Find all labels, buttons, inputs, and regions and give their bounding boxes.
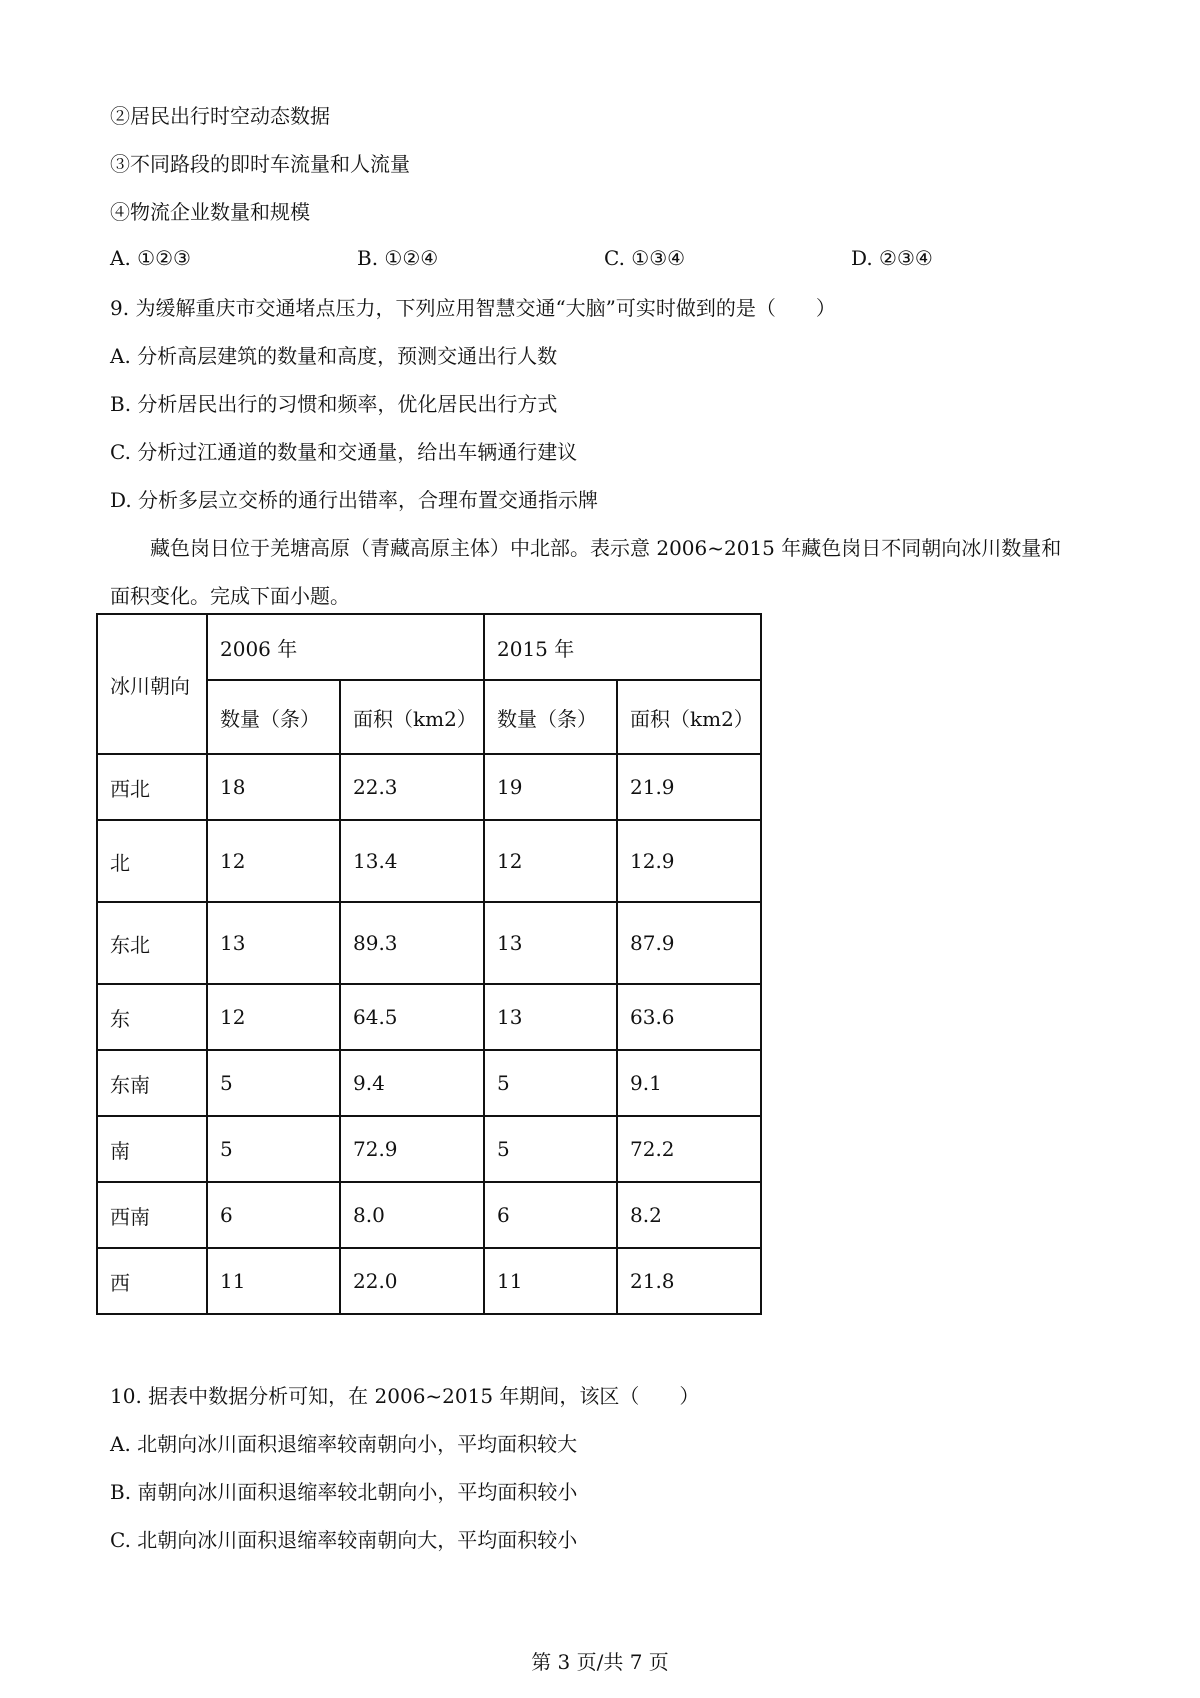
cell-direction: 东 [97,984,207,1050]
subheader-area-2006: 面积（km2） [340,680,484,754]
q9-stem: 9. 为缓解重庆市交通堵点压力，下列应用智慧交通“大脑”可实时做到的是（ ） [110,296,836,320]
cell-direction: 西北 [97,754,207,820]
cell-count-2015: 19 [484,754,617,820]
cell-area-2006: 13.4 [340,820,484,902]
cell-area-2015: 8.2 [617,1182,761,1248]
cell-count-2015: 13 [484,902,617,984]
cell-direction: 西 [97,1248,207,1314]
cell-area-2015: 9.1 [617,1050,761,1116]
cell-area-2015: 21.9 [617,754,761,820]
cell-area-2006: 72.9 [340,1116,484,1182]
cell-area-2006: 89.3 [340,902,484,984]
cell-direction: 北 [97,820,207,902]
intro-line-1: 藏色岗日位于羌塘高原（青藏高原主体）中北部。表示意 2006~2015 年藏色岗日不同朝向冰川数量和 [150,536,1062,560]
header-direction: 冰川朝向 [97,614,207,754]
q8-item-2: ②居民出行时空动态数据 [110,104,330,128]
cell-count-2006: 5 [207,1050,340,1116]
cell-count-2015: 11 [484,1248,617,1314]
cell-direction: 东北 [97,902,207,984]
cell-count-2015: 5 [484,1116,617,1182]
page-footer: 第 3 页/共 7 页 [531,1650,669,1674]
cell-area-2015: 12.9 [617,820,761,902]
cell-area-2015: 87.9 [617,902,761,984]
cell-count-2006: 12 [207,984,340,1050]
cell-area-2015: 72.2 [617,1116,761,1182]
q9-option-c: C. 分析过江通道的数量和交通量，给出车辆通行建议 [110,440,578,464]
header-year-2015: 2015 年 [484,614,761,680]
cell-area-2006: 22.0 [340,1248,484,1314]
intro-line-2: 面积变化。完成下面小题。 [110,584,350,608]
q8-option-a: A. ①②③ [110,246,191,270]
cell-area-2006: 9.4 [340,1050,484,1116]
cell-count-2006: 18 [207,754,340,820]
cell-area-2006: 22.3 [340,754,484,820]
cell-count-2015: 13 [484,984,617,1050]
q9-option-d: D. 分析多层立交桥的通行出错率，合理布置交通指示牌 [110,488,599,512]
q8-option-d: D. ②③④ [851,246,933,270]
cell-count-2006: 12 [207,820,340,902]
cell-count-2006: 5 [207,1116,340,1182]
q8-option-b: B. ①②④ [357,246,439,270]
cell-count-2006: 13 [207,902,340,984]
q8-options [110,246,1110,274]
q8-item-3: ③不同路段的即时车流量和人流量 [110,152,410,176]
cell-count-2015: 6 [484,1182,617,1248]
cell-area-2015: 21.8 [617,1248,761,1314]
cell-count-2015: 12 [484,820,617,902]
q10-option-c: C. 北朝向冰川面积退缩率较南朝向大，平均面积较小 [110,1528,578,1552]
subheader-area-2015: 面积（km2） [617,680,761,754]
table-row [97,1116,761,1182]
cell-count-2015: 5 [484,1050,617,1116]
glacier-table [96,613,762,1315]
header-year-2006: 2006 年 [207,614,484,680]
cell-area-2006: 64.5 [340,984,484,1050]
cell-direction: 西南 [97,1182,207,1248]
table-row [97,1248,761,1314]
cell-area-2015: 63.6 [617,984,761,1050]
q10-stem: 10. 据表中数据分析可知，在 2006~2015 年期间，该区（ ） [110,1384,700,1408]
table-row [97,820,761,902]
cell-count-2006: 6 [207,1182,340,1248]
cell-direction: 南 [97,1116,207,1182]
q9-option-b: B. 分析居民出行的习惯和频率，优化居民出行方式 [110,392,558,416]
cell-count-2006: 11 [207,1248,340,1314]
table-row [97,1182,761,1248]
q8-item-4: ④物流企业数量和规模 [110,200,310,224]
cell-area-2006: 8.0 [340,1182,484,1248]
q8-option-c: C. ①③④ [604,246,686,270]
table-row [97,754,761,820]
subheader-count-2006: 数量（条） [207,680,340,754]
q10-option-b: B. 南朝向冰川面积退缩率较北朝向小，平均面积较小 [110,1480,578,1504]
q9-option-a: A. 分析高层建筑的数量和高度，预测交通出行人数 [110,344,558,368]
subheader-count-2015: 数量（条） [484,680,617,754]
cell-direction: 东南 [97,1050,207,1116]
q10-option-a: A. 北朝向冰川面积退缩率较南朝向小，平均面积较大 [110,1432,578,1456]
table-row [97,1050,761,1116]
table-row [97,902,761,984]
table-row [97,984,761,1050]
